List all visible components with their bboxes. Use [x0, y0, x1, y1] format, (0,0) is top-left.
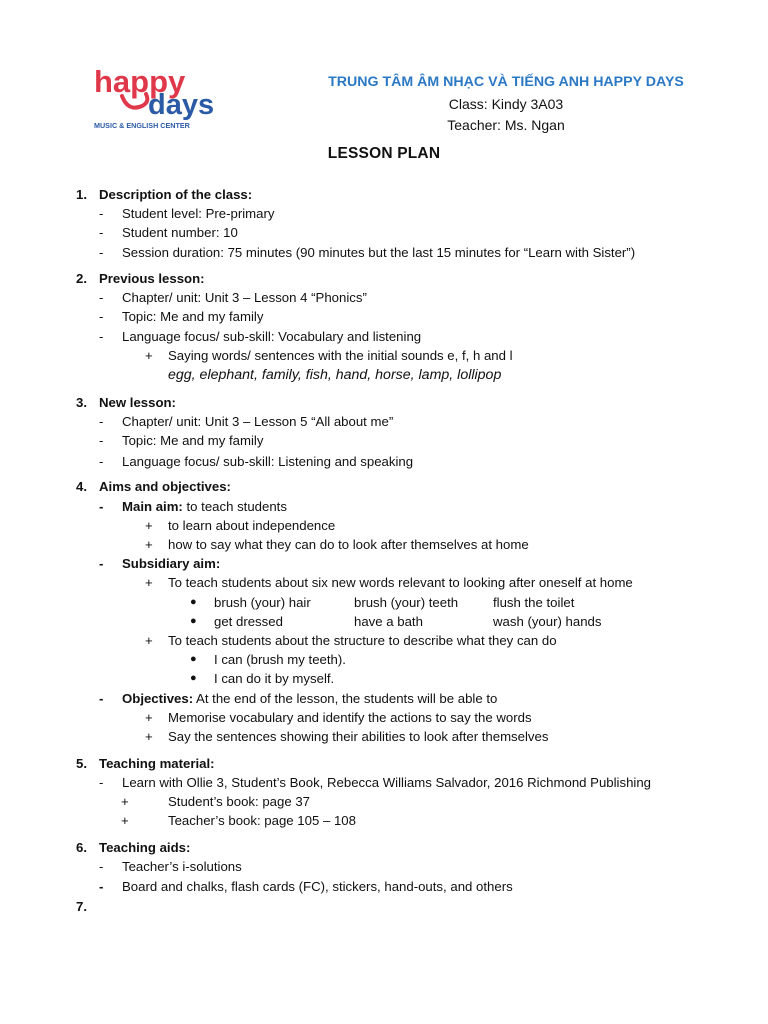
dash-bullet: - — [99, 775, 104, 790]
list-item: Learn with Ollie 3, Student’s Book, Rebecca Williams Salvador, 2016 Richmond Publishing — [122, 775, 651, 790]
dash-bullet: - — [99, 433, 104, 448]
objectives-text: At the end of the lesson, the students will be able to — [193, 691, 498, 706]
happy-days-logo — [92, 64, 217, 132]
dash-bullet: - — [99, 414, 104, 429]
sub-item: Memorise vocabulary and identify the actions to say the words — [168, 710, 532, 725]
list-item: Language focus/ sub-skill: Listening and speaking — [122, 454, 414, 469]
class-line: Class: Kindy 3A03 — [448, 96, 564, 112]
list-item: Topic: Me and my family — [122, 309, 264, 324]
section-heading-new-lesson: New lesson: — [99, 395, 176, 410]
sub-item: Say the sentences showing their abilities to look after themselves — [168, 729, 549, 744]
section-heading-description: Description of the class: — [99, 187, 253, 202]
list-item: Language focus/ sub-skill: Vocabulary and listening — [122, 329, 422, 344]
section-heading-previous-lesson: Previous lesson: — [99, 271, 205, 286]
plus-bullet: + — [145, 633, 153, 648]
plus-bullet: + — [145, 518, 153, 533]
plus-bullet: + — [121, 813, 129, 828]
plus-bullet: + — [121, 794, 129, 809]
dash-bullet: - — [99, 454, 104, 469]
dash-bullet: - — [99, 691, 104, 706]
structure-example: I can (brush my teeth). — [214, 652, 346, 667]
logo-text-top: happy — [94, 64, 186, 99]
dash-bullet: - — [99, 290, 104, 305]
list-item: Student number: 10 — [122, 225, 238, 240]
objectives-line — [122, 690, 497, 707]
plus-bullet: + — [145, 575, 153, 590]
main-aim-line — [122, 498, 287, 515]
dash-bullet: - — [99, 556, 104, 571]
sub-item: Teacher’s book: page 105 – 108 — [168, 813, 356, 828]
dash-bullet: - — [99, 329, 104, 344]
plus-bullet: + — [145, 537, 153, 552]
sub-item: how to say what they can do to look after themselves at home — [168, 537, 529, 552]
dash-bullet: - — [99, 859, 104, 874]
sub-item: To teach students about the structure to describe what they can do — [168, 633, 557, 648]
sub-item: to learn about independence — [168, 518, 336, 533]
dash-bullet: - — [99, 225, 104, 240]
plus-bullet: + — [145, 729, 153, 744]
organization-name: TRUNG TÂM ÂM NHẠC VÀ TIẾNG ANH HAPPY DAYS — [328, 74, 684, 90]
plus-bullet: + — [145, 348, 153, 363]
logo-subtitle: MUSIC & ENGLISH CENTER — [94, 121, 190, 130]
list-item: Student level: Pre-primary — [122, 206, 275, 221]
list-item: Teacher’s i-solutions — [122, 859, 242, 874]
vocab-word: brush (your) hair — [214, 595, 311, 610]
section-number: 2. — [76, 271, 87, 286]
main-aim-text: to teach students — [182, 499, 287, 514]
round-bullet: ● — [190, 615, 197, 627]
page-title: LESSON PLAN — [327, 145, 441, 162]
section-heading-teaching-aids: Teaching aids: — [99, 840, 191, 855]
section-number: 5. — [76, 756, 87, 771]
dash-bullet: - — [99, 879, 104, 894]
section-heading-teaching-material: Teaching material: — [99, 756, 215, 771]
round-bullet: ● — [190, 653, 197, 665]
section-number: 6. — [76, 840, 87, 855]
vocab-word: wash (your) hands — [493, 614, 602, 629]
teacher-line: Teacher: Ms. Ngan — [447, 117, 565, 133]
section-number: 3. — [76, 395, 87, 410]
dash-bullet: - — [99, 309, 104, 324]
list-item: Session duration: 75 minutes (90 minutes but the last 15 minutes for “Learn with Sister”) — [122, 245, 636, 260]
subsidiary-aim-label: Subsidiary aim: — [122, 556, 221, 571]
sub-item: Saying words/ sentences with the initial sounds e, f, h and l — [168, 348, 513, 363]
dash-bullet: - — [99, 206, 104, 221]
sub-item: To teach students about six new words relevant to looking after oneself at home — [168, 575, 633, 590]
round-bullet: ● — [190, 596, 197, 608]
objectives-label: Objectives: — [122, 691, 194, 706]
vocab-word: have a bath — [354, 614, 423, 629]
list-item: Chapter/ unit: Unit 3 – Lesson 4 “Phonics” — [122, 290, 367, 305]
sub-item: Student’s book: page 37 — [168, 794, 311, 809]
section-number: 4. — [76, 479, 87, 494]
round-bullet: ● — [190, 672, 197, 684]
dash-bullet: - — [99, 245, 104, 260]
section-number: 7. — [76, 899, 87, 914]
main-aim-label: Main aim: — [122, 499, 183, 514]
list-item: Topic: Me and my family — [122, 433, 264, 448]
plus-bullet: + — [145, 710, 153, 725]
list-item: Chapter/ unit: Unit 3 – Lesson 5 “All about me” — [122, 414, 394, 429]
structure-example: I can do it by myself. — [214, 671, 335, 686]
vocab-word: flush the toilet — [493, 595, 575, 610]
section-heading-aims: Aims and objectives: — [99, 479, 231, 494]
list-item: Board and chalks, flash cards (FC), stickers, hand-outs, and others — [122, 879, 513, 894]
vocab-word: brush (your) teeth — [354, 595, 459, 610]
dash-bullet: - — [99, 499, 104, 514]
phonics-words: egg, elephant, family, fish, hand, horse, lamp, lollipop — [168, 367, 502, 383]
vocab-word: get dressed — [214, 614, 283, 629]
logo-text-bottom: days — [148, 89, 215, 121]
section-number: 1. — [76, 187, 87, 202]
